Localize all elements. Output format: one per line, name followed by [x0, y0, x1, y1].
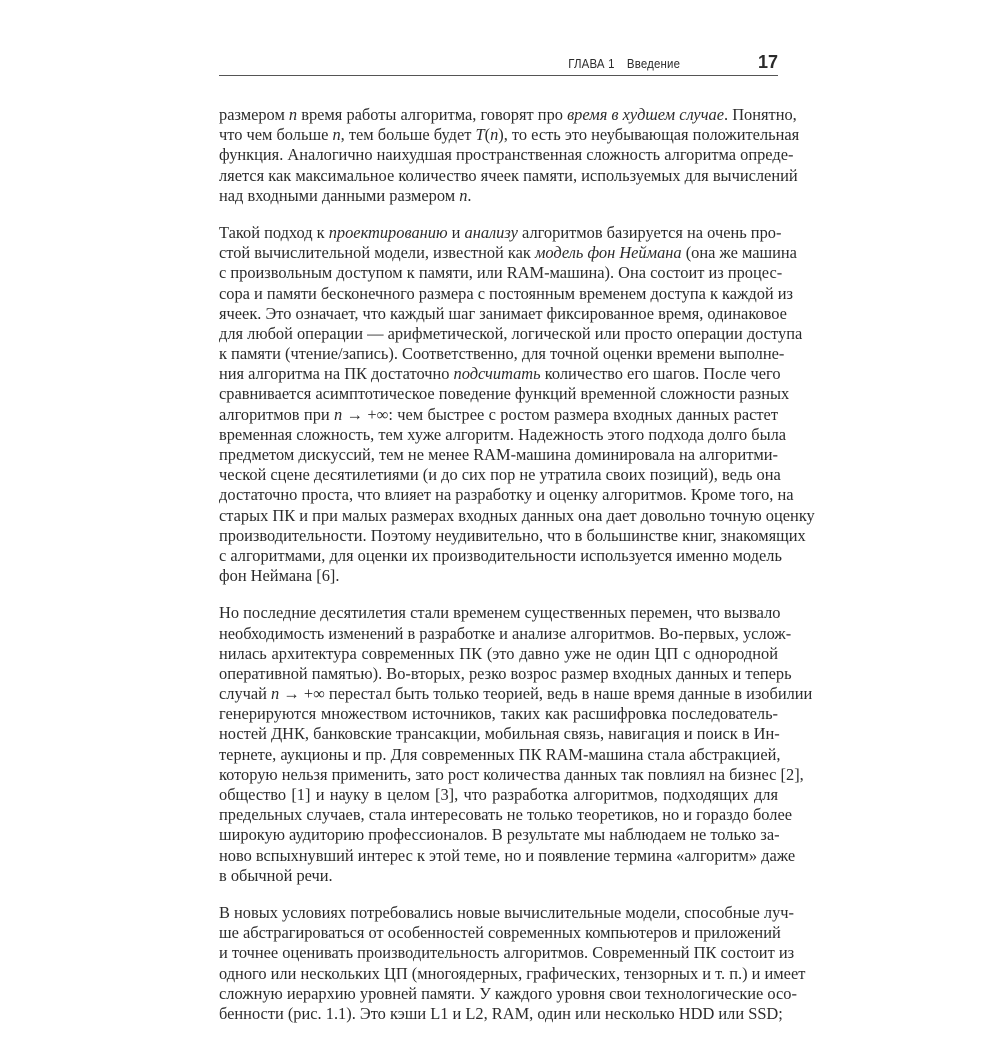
text-run: ния алгоритма на ПК достаточно [219, 364, 454, 384]
text-run: временная сложность, тем хуже алгоритм. Надежность этого подхода долго была [219, 424, 787, 444]
text-line [219, 545, 782, 566]
text-run: сложную иерархию уровней памяти. У каждого уровня свои технологические осо- [219, 983, 797, 1003]
text-run: сора и памяти бесконечного размера с постоянным временем доступа к каждой из [219, 283, 794, 303]
italic-run: n [490, 125, 499, 145]
text-run: Такой подход к [219, 222, 329, 242]
text-line [219, 485, 794, 505]
text-line [219, 405, 778, 425]
text-run: → +∞ перестал быть только теорией, ведь в наше время данные в изобилии [279, 684, 813, 704]
text-line [219, 825, 778, 845]
text-line [219, 866, 778, 886]
text-run: для любой операции — арифметической, логической или просто операции доступа [219, 323, 803, 343]
text-run: ячеек. Это означает, что каждый шаг занимает фиксированное время, одинаковое [219, 303, 787, 323]
text-run: производительности. Поэтому неудивительно, что в большинстве книг, знакомящих [219, 525, 806, 545]
italic-run: модель фон Неймана [534, 243, 682, 263]
text-run: с произвольным доступом к памяти, или RAM-машина). Она состоит из процес- [219, 263, 783, 283]
text-line [219, 845, 796, 866]
text-run: (она же машина [681, 243, 797, 263]
text-line [219, 724, 778, 744]
text-line [219, 785, 778, 805]
text-run: случай [219, 684, 272, 704]
text-run: ческой сцене десятилетиями (и до сих пор не утратила своих позиций), ведь она [219, 465, 781, 485]
text-run: → +∞: чем быстрее с ростом размера входных данных растет [342, 404, 778, 424]
text-line [219, 465, 781, 485]
text-line [219, 445, 778, 465]
italic-run: n [288, 105, 298, 124]
text-run: достаточно проста, что влияет на разработку и оценку алгоритмов. Кроме того, на [219, 485, 794, 505]
text-run: бенности (рис. 1.1). Это кэши L1 и L2, RAM, один или несколько HDD или SSD; [219, 1003, 783, 1023]
text-line [219, 525, 806, 546]
text-line [219, 663, 792, 684]
text-line [219, 424, 787, 445]
chapter-title: Введение [626, 56, 680, 71]
italic-run: подсчитать [453, 364, 541, 384]
italic-run: анализу [464, 222, 518, 242]
text-line [219, 1003, 783, 1024]
text-line [219, 566, 778, 586]
text-run: ностей ДНК, банковские трансакции, мобильная связь, навигация и поиск в Ин- [219, 724, 780, 744]
italic-run: n [332, 125, 341, 145]
text-run: что чем больше [219, 125, 333, 145]
text-run: и точнее оценивать производительность алгоритмов. Современный ПК состоит из [219, 943, 795, 963]
text-line [219, 364, 781, 384]
text-line [219, 704, 778, 724]
text-line [219, 505, 815, 526]
text-run: фон Неймана [6]. [219, 566, 340, 586]
text-run: в обычной речи. [219, 865, 333, 885]
text-run: В новых условиях потребовались новые вычислительные модели, способные луч- [219, 902, 794, 922]
text-line [219, 283, 794, 304]
italic-run: n [334, 404, 343, 424]
text-line [219, 384, 790, 404]
body-text [219, 105, 815, 1041]
text-run: которую нельзя применить, зато рост количества данных так повлиял на бизнес [2], [219, 764, 804, 784]
text-run: Но последние десятилетия стали временем существенных перемен, что вызвало [219, 603, 781, 623]
text-run: генерируются множеством источников, таких как расшифровка последователь- [219, 704, 778, 724]
text-line [219, 902, 794, 923]
header-divider [219, 75, 778, 76]
text-line [219, 186, 778, 206]
text-line [219, 603, 781, 623]
text-line [219, 943, 795, 963]
text-run: необходимость изменений в разработке и анализе алгоритмов. Во-первых, услож- [219, 623, 792, 643]
paragraph [219, 222, 815, 586]
text-run: функция. Аналогично наихудшая пространственная сложность алгоритма опреде- [219, 145, 794, 165]
italic-run: время в худшем случае [567, 105, 724, 124]
text-run: широкую аудиторию профессионалов. В результате мы наблюдаем не только за- [219, 825, 780, 845]
text-line [219, 983, 797, 1004]
text-run: размером [219, 105, 289, 124]
text-line [219, 344, 785, 364]
paragraph [219, 105, 800, 206]
text-line [219, 243, 797, 263]
text-line [219, 222, 782, 243]
text-run: ляется как максимальное количество ячеек памяти, используемых для вычислений [219, 165, 798, 185]
text-run: с алгоритмами, для оценки их производительности используется именно модель [219, 545, 782, 565]
text-run: . Понятно, [724, 105, 797, 124]
italic-run: T [475, 125, 485, 145]
text-line [219, 105, 797, 125]
text-run: стой вычислительной модели, известной как [219, 243, 535, 263]
text-run: предметом дискуссий, тем не менее RAM-машина доминировала на алгоритми- [219, 445, 778, 464]
text-line [219, 145, 794, 165]
text-line [219, 684, 813, 704]
italic-run: проектированию [328, 222, 448, 242]
text-run: . [467, 185, 472, 205]
running-header [219, 50, 778, 76]
text-run: оперативной памятью). Во-вторых, резко возрос размер входных данных и теперь [219, 663, 792, 683]
text-run: старых ПК и при малых размерах входных данных она дает довольно точную оценку [219, 505, 815, 525]
text-run: предельных случаев, стала интересовать не только теоретиков, но и гораздо более [219, 805, 793, 825]
text-run: , тем больше будет [340, 125, 476, 145]
text-line [219, 923, 781, 943]
text-run: к памяти (чтение/запись). Соответственно, для точной оценки времени выполне- [219, 344, 785, 364]
text-run: над входными данными размером [219, 185, 460, 205]
text-run: время работы алгоритма, говорят про [297, 105, 568, 124]
text-line [219, 963, 806, 984]
text-run: ново вспыхнувший интерес к этой теме, но и появление термина «алгоритм» даже [219, 845, 796, 865]
text-run: алгоритмов базируется на очень про- [517, 222, 782, 242]
text-line [219, 125, 800, 145]
text-line [219, 323, 803, 344]
text-run: ( [484, 125, 491, 145]
paragraph [219, 603, 813, 886]
text-run: нилась архитектура современных ПК (это давно уже не один ЦП с однородной [219, 643, 778, 663]
chapter-heading [568, 56, 680, 71]
text-run: одного или нескольких ЦП (многоядерных, графических, тензорных и т. п.) и имеет [219, 963, 806, 983]
text-run: количество его шагов. После чего [540, 364, 781, 384]
text-run: общество [1] и науку в целом [3], что разработка алгоритмов, подходящих для [219, 785, 778, 804]
paragraph [219, 902, 806, 1024]
text-run: и [447, 222, 465, 242]
text-run: сравнивается асимптотическое поведение функций временной сложности разных [219, 384, 790, 404]
text-line [219, 764, 804, 785]
text-line [219, 623, 792, 644]
text-line [219, 805, 793, 825]
text-run: ше абстрагироваться от особенностей современных компьютеров и приложений [219, 923, 781, 943]
text-run: алгоритмов при [219, 404, 335, 424]
chapter-label: ГЛАВА 1 [568, 56, 615, 71]
italic-run: n [271, 684, 280, 704]
text-line [219, 303, 787, 324]
text-line [219, 644, 778, 664]
page-number: 17 [757, 52, 778, 72]
text-line [219, 263, 783, 283]
text-line [219, 744, 781, 765]
text-run: ), то есть это неубывающая положительная [498, 125, 800, 145]
text-run: тернете, аукционы и пр. Для современных ПК RAM-машина стала абстракцией, [219, 744, 781, 764]
italic-run: n [459, 185, 468, 205]
text-line [219, 165, 798, 186]
